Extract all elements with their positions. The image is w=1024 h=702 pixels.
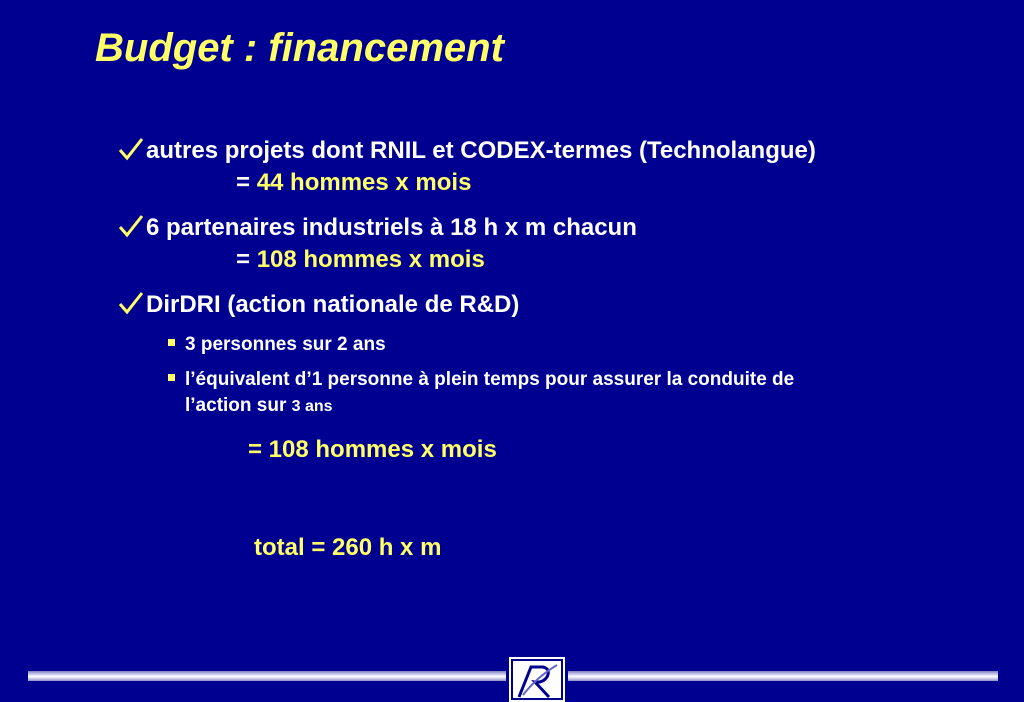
- sub-item-1: [168, 332, 386, 358]
- sub-item-text: 3 personnes sur 2 ans: [185, 334, 386, 355]
- bullet-item-1: [118, 136, 816, 166]
- square-bullet-icon: [168, 339, 175, 346]
- sub-item-2: l’équivalent d’1 personne à plein temps pour assurer la conduite de l’action sur 3 ans: [168, 367, 988, 420]
- bullet-text: autres projets dont RNIL et CODEX-termes (Technolangue): [146, 137, 816, 164]
- dirdri-result: = 108 hommes x mois: [248, 436, 497, 463]
- checkmark-icon: [118, 214, 144, 238]
- logo-glyph: [509, 657, 565, 702]
- logo-icon: [509, 657, 565, 702]
- bullet-result-2: = 108 hommes x mois: [236, 246, 485, 273]
- result-value: 44 hommes x mois: [256, 169, 472, 196]
- bullet-result-1: = 44 hommes x mois: [236, 169, 472, 196]
- bullet-text: DirDRI (action nationale de R&D): [146, 291, 520, 318]
- sub-item-text: l’équivalent d’1 personne à plein temps pour assurer la conduite de: [185, 369, 795, 390]
- sub-item-text-line2: l’action sur: [185, 395, 292, 416]
- checkmark-icon: [118, 291, 144, 315]
- bullet-item-3: [118, 290, 519, 320]
- checkmark-icon: [118, 137, 144, 161]
- bullet-text: 6 partenaires industriels à 18 h x m chacun: [146, 214, 637, 241]
- footer-bar-left: [28, 671, 506, 681]
- square-bullet-icon: [168, 374, 175, 381]
- total-line: total = 260 h x m: [254, 534, 442, 561]
- slide-title: Budget : financement: [95, 26, 504, 70]
- bullet-item-2: [118, 213, 637, 243]
- result-value: 108 hommes x mois: [256, 246, 485, 273]
- footer-bar-right: [568, 671, 998, 681]
